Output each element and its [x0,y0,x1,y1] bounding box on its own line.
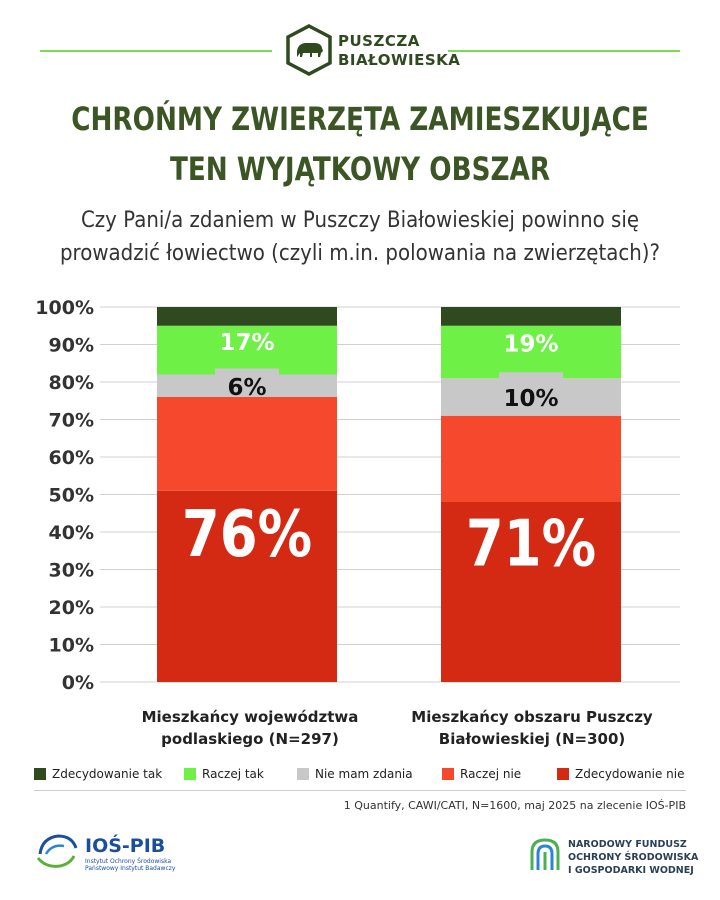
category-label-2-line-2: Białowieskiej (N=300) [438,730,626,748]
ios-pib-logo-sub-1: Instytut Ochrony Środowiska [85,858,172,865]
data-label-neutral: 6% [227,374,267,401]
legend-label: Raczej tak [202,767,264,781]
legend-swatch [557,768,569,780]
bar-segment [157,307,337,326]
chart-legend [34,766,694,784]
brand-name [338,32,460,70]
y-tick-label: 50% [48,484,94,507]
nfosigw-logo-line-2: OCHRONY ŚRODOWISKA [568,852,699,863]
y-tick-label: 100% [35,297,94,319]
brand-line-2: BIAŁOWIESKA [338,51,461,69]
category-label-2 [402,706,662,750]
y-tick-label: 40% [48,522,94,544]
legend-item-zdecydowanie-tak [34,766,162,784]
legend-label: Zdecydowanie tak [52,767,163,781]
source-note: 1 Quantify, CAWI/CATI, N=1600, maj 2025 na zlecenie IOŚ-PIB [343,799,686,812]
y-tick-label: 70% [48,409,94,432]
ios-pib-logo-sub-2: Państwowy Instytut Badawczy [85,865,176,872]
data-label-no: 71% [465,507,597,582]
legend-item-zdecydowanie-nie [557,766,685,784]
legend-divider [34,790,686,791]
category-label-1-line-1: Mieszkańcy województwa [141,708,359,726]
y-tick-label: 80% [48,372,94,394]
ios-pib-logo-title: IOŚ-PIB [85,835,166,857]
ios-pib-logo-icon [34,832,80,872]
y-tick-label: 30% [48,559,94,582]
legend-swatch [34,768,46,780]
y-tick-label: 0% [61,672,94,694]
category-label-2-line-1: Mieszkańcy obszaru Puszczy [411,708,653,726]
header-rule-right [448,50,680,52]
y-tick-label: 20% [48,597,94,619]
legend-item-nie-mam-zdania [297,766,413,784]
page-title-line-2: TEN WYJĄTKOWY OBSZAR [169,150,551,188]
survey-question-line-2: prowadzić łowiectwo (czyli m.in. polowania na zwierzętach)? [59,241,661,266]
bar-segment [157,397,337,491]
data-label-yes: 19% [503,331,559,358]
legend-item-raczej-nie [442,766,521,784]
bar-segment [441,307,621,326]
bar-segment [441,416,621,502]
legend-item-raczej-tak [184,766,264,784]
legend-label: Raczej nie [460,767,522,781]
legend-swatch [184,768,196,780]
legend-label: Nie mam zdania [315,767,413,781]
nfosigw-logo-icon [528,836,562,872]
page-title-line-1: CHROŃMY ZWIERZĘTA ZAMIESZKUJĄCE [71,100,649,138]
y-tick-label: 60% [48,447,94,469]
bison-icon [285,24,333,76]
legend-swatch [297,768,309,780]
data-label-no: 76% [181,497,313,573]
category-label-1-line-2: podlaskiego (N=297) [161,730,339,748]
nfosigw-logo-line-1: NARODOWY FUNDUSZ [568,839,687,850]
brand-line-1: PUSZCZA [338,32,420,50]
nfosigw-logo-line-3: I GOSPODARKI WODNEJ [568,865,694,876]
data-label-tab [499,372,563,382]
stacked-bar-chart [0,290,720,710]
data-label-neutral: 10% [503,386,559,412]
legend-label: Zdecydowanie nie [575,767,685,781]
survey-question-line-1: Czy Pani/a zdaniem w Puszczy Białowieskiej powinno się [80,208,640,233]
y-tick-label: 90% [48,334,94,357]
data-label-yes: 17% [219,329,275,356]
category-label-1 [120,706,380,750]
y-tick-label: 10% [48,634,94,657]
header-rule-left [40,50,272,52]
legend-swatch [442,768,454,780]
